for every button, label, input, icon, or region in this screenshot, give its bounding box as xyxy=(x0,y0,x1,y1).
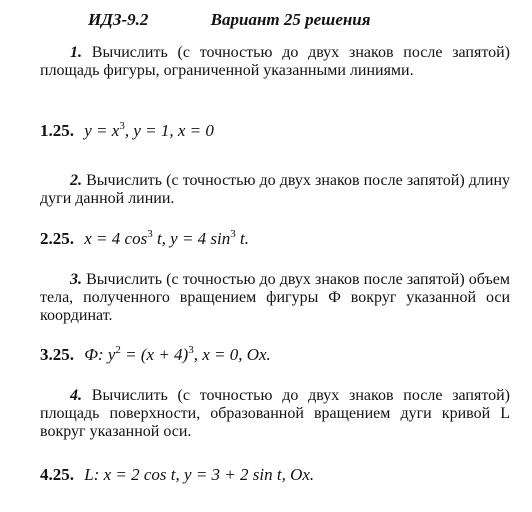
page-header xyxy=(88,10,371,30)
task-number: 2. xyxy=(70,172,82,189)
task-1-statement xyxy=(40,44,510,80)
answer-formula: $y = x^3$, y = 1, x = 0 xyxy=(84,120,214,140)
header-variant: Вариант 25 решения xyxy=(210,10,371,29)
answer-label: 3.25. xyxy=(40,345,74,364)
task-number: 4. xyxy=(70,387,82,404)
task-2-answer xyxy=(40,229,249,249)
task-3-answer xyxy=(40,345,271,365)
answer-label: 1.25. xyxy=(40,121,74,140)
task-text: Вычислить (с точностью до двух знаков после запятой) длину дуги данной линии. xyxy=(40,172,510,207)
answer-label: 2.25. xyxy=(40,229,74,248)
task-4-statement xyxy=(40,387,510,441)
task-number: 3. xyxy=(70,271,82,288)
task-2-statement xyxy=(40,172,510,208)
task-1-answer xyxy=(40,121,214,141)
task-4-answer xyxy=(40,465,314,485)
answer-formula: L: x = 2 cos t, y = 3 + 2 sin t, Ox. xyxy=(84,465,315,484)
task-text: Вычислить (с точностью до двух знаков после запятой) объем тела, полученного вращением фигуры Ф вокруг указанной оси координат. xyxy=(40,271,510,324)
answer-formula: Ф: $y^2 = (x + 4)^3$, x = 0, Ox. xyxy=(84,344,271,364)
header-title: ИДЗ-9.2 xyxy=(88,10,149,29)
task-number: 1. xyxy=(70,44,82,61)
task-3-statement xyxy=(40,271,510,325)
task-text: Вычислить (с точностью до двух знаков после запятой) площадь фигуры, ограниченной указанными линиями. xyxy=(40,44,510,79)
answer-label: 4.25. xyxy=(40,465,74,484)
task-text: Вычислить (с точностью до двух знаков после запятой) площадь поверхности, образованной вращением дуги кривой L вокруг указанной оси. xyxy=(40,387,510,440)
answer-formula: x = 4 $\cos^3 t$, y = 4 $\sin^3 t$. xyxy=(84,228,250,248)
